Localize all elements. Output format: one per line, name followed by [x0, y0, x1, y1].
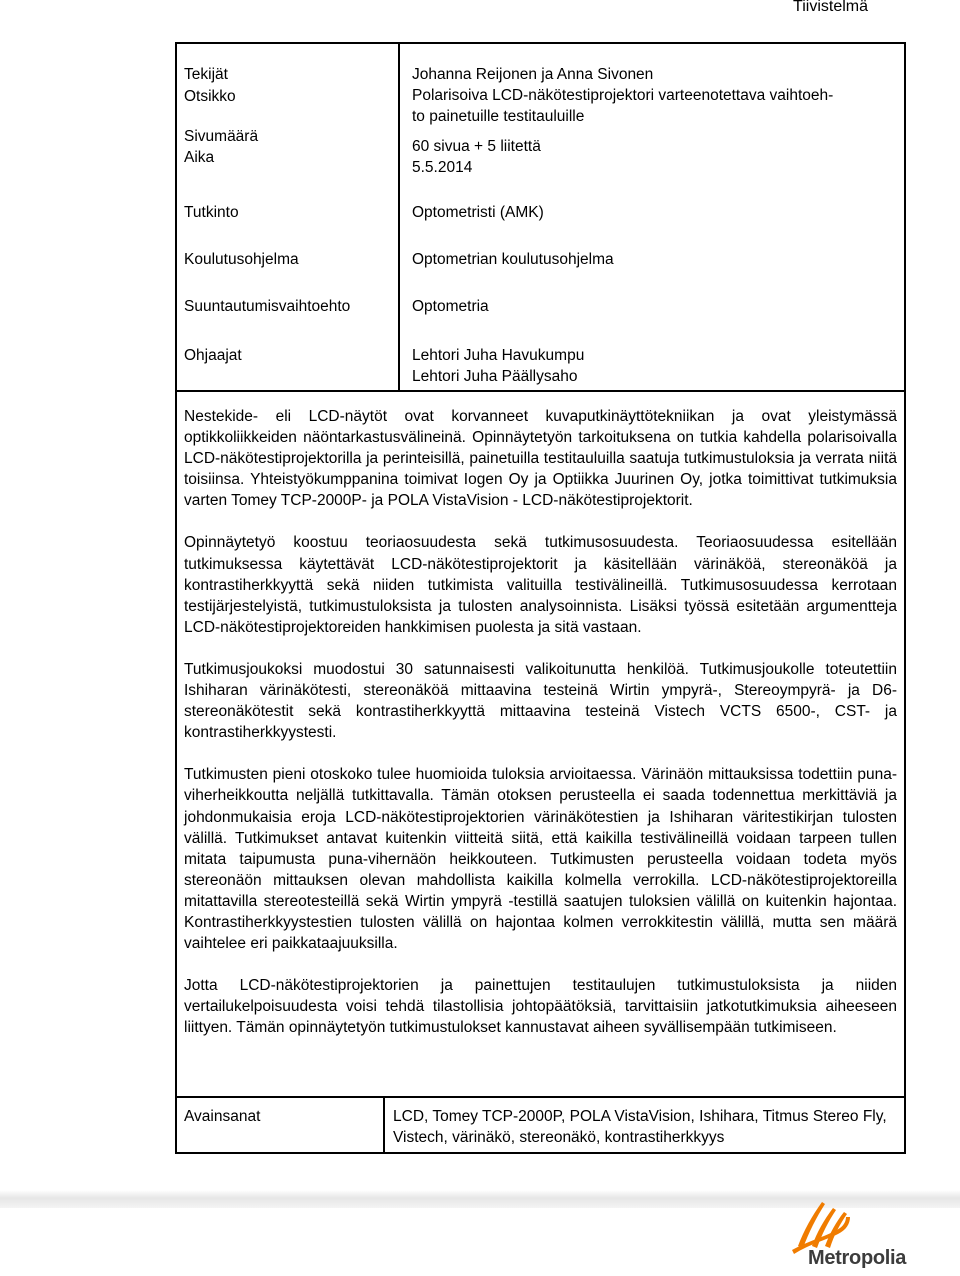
abstract-paragraph: Tutkimusjoukoksi muodostui 30 satunnaisesti valikoitunutta henkilöä. Tutkimusjoukolle toteutettiin Ishiharan värinäkötesti, stereonäköä mittaavina testeinä Wirtin ympyrä-, Stereoympyrä- ja D6-stereonäkötestit sekä kontrastiherkkyyttä mittaavina testeinä Vistech VCTS 6500-, CST- ja kontrastiherkkyystesti.: [184, 660, 897, 742]
meta-column-divider: [398, 44, 400, 390]
meta-value: Optometrian koulutusohjelma: [412, 251, 614, 268]
meta-label: Tekijät Otsikko: [184, 66, 236, 105]
meta-value: Optometria: [412, 298, 489, 315]
abstract-paragraph: Tutkimusten pieni otoskoko tulee huomioida tuloksia arvioitaessa. Värinäön mittauksissa todettiin puna-viherheikkoutta neljällä tutkittavalla. Tämän otoksen perusteella ei saada todennettua merkittäviä ja johdonmukaisia eroja LCD-näkötestiprojektorien värinäkötestien ja Ishiharan väritestikirjan tulosten välillä. Tutkimukset antavat kuitenkin viitteitä siitä, että kaikilla testivälineillä voidaan tarpeen tullen mitata taipumusta puna-vihernäön heikkouteen. Tutkimusten perusteella voidaan todeta myös stereonäön mittauksen olevan mahdollista kaikilla kolmella verrokilla. LCD-näkötestiprojektoreilla mitattavilla stereotesteillä sekä Wirtin ympyrä -testillä saatujen tuloksien välillä on kuitenkin hajontaa. Kontrastiherkkyystestien tulosten välillä on hajontaa kolmen verrokkitestin välillä, mutta sen määrä vaihtelee eri paikkataajuuksilla.: [184, 766, 897, 953]
abstract-frame: [175, 42, 906, 1154]
meta-value: 60 sivua + 5 liitettä 5.5.2014: [412, 138, 541, 176]
keywords-label: Avainsanat: [184, 1108, 261, 1125]
meta-value: Lehtori Juha Havukumpu Lehtori Juha Päällysaho: [412, 347, 585, 385]
meta-label: Suuntautumisvaihtoehto: [184, 298, 351, 315]
page-heading: Tiivistelmä: [793, 0, 868, 15]
meta-label: Koulutusohjelma: [184, 251, 299, 268]
abstract-paragraph: Jotta LCD-näkötestiprojektorien ja painettujen testitaulujen tutkimustuloksista ja niiden vertailukelpoisuudesta voisi tehdä tilastollisia johtopäätöksiä, tarvittaisiin jatkotutkimuksia aiheeseen liittyen. Tämän opinnäytetyön tutkimustulokset kannustavat aiheen syvällisempään tutkimiseen.: [184, 977, 897, 1037]
keywords-row: [177, 1096, 904, 1154]
abstract-paragraph: Nestekide- eli LCD-näytöt ovat korvanneet kuvaputkinäyttötekniikan ja ovat yleistymässä optikkoliikkeiden näöntarkastusvälineinä. Opinnäytetyön tarkoituksena on tutkia kahdella polarisoivalla LCD-näkötestiprojektorilla ja perinteisillä, painetuilla testitauluilla saatuja tutkimustuloksia ja verrata niitä toisiinsa. Yhteistyökumppanina toimivat Iogen Oy ja Optiikka Juurinen Oy, jotka toimittivat tutkimuksia varten Tomey TCP-2000P- ja POLA VistaVision - LCD-näkötestiprojektorit.: [184, 408, 897, 510]
meta-label: Sivumäärä Aika: [184, 128, 259, 166]
meta-label: Tutkinto: [184, 204, 239, 221]
metropolia-logo-text: Metropolia: [808, 1247, 907, 1269]
abstract-text: [184, 406, 897, 1059]
meta-value: Optometristi (AMK): [412, 204, 544, 221]
keywords-divider: [383, 1098, 385, 1154]
abstract-paragraph: Opinnäytetyö koostuu teoriaosuudesta sekä tutkimusosuudesta. Teoriaosuudessa esitellään tutkimuksessa käytettävät LCD-näkötestiprojektorit ja käsitellään värinäköä, stereonäköä ja kontrastiherkkyyttä sekä niiden tutkimista valituilla testivälineillä. Tutkimusosuudessa kerrotaan testijärjestelyistä, tutkimustuloksista ja tulosten analysoinnista. Lisäksi työssä esitetään argumentteja LCD-näkötestiprojektoreiden hankkimisen puolesta ja sitä vastaan.: [184, 534, 897, 636]
meta-label: Ohjaajat: [184, 347, 242, 364]
meta-table: [177, 44, 904, 392]
meta-value: Johanna Reijonen ja Anna Sivonen Polarisoiva LCD-näkötestiprojektori varteenotettava vaihtoeh- to painetuille testitauluille: [412, 66, 834, 125]
keywords-value: LCD, Tomey TCP-2000P, POLA VistaVision, Ishihara, Titmus Stereo Fly, Vistech, värinäkö, stereonäkö, kontrastiherkkyys: [393, 1108, 887, 1146]
